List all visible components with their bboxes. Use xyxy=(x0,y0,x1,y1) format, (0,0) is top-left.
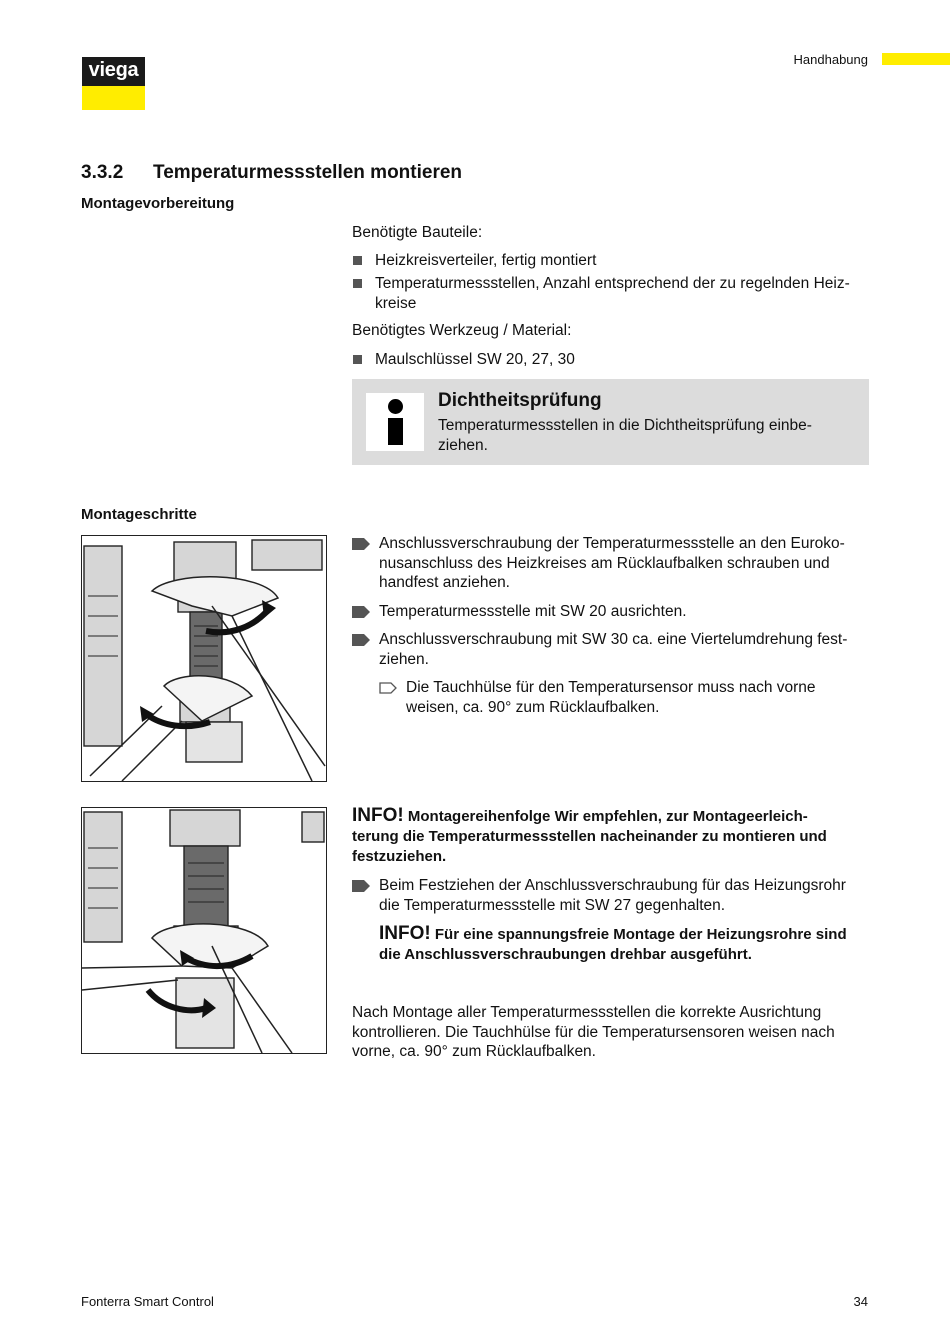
info-keyword: INFO! xyxy=(352,805,404,826)
bullet-square-icon xyxy=(353,355,362,364)
info-keyword: INFO! xyxy=(379,923,431,944)
steps-list xyxy=(352,534,869,669)
section-title xyxy=(81,162,462,184)
bullet-square-icon xyxy=(353,279,362,288)
info-icon xyxy=(366,393,424,451)
page-number: 34 xyxy=(853,1294,868,1309)
info-note-1 xyxy=(352,806,842,867)
running-head-bar xyxy=(882,53,950,65)
wrench-illustration-1 xyxy=(82,536,326,781)
info-note-2 xyxy=(379,924,849,965)
list-item: Temperaturmessstellen, Anzahl entsprechend der zu regelnden Heiz-kreise xyxy=(352,274,869,313)
list-item: Maulschlüssel SW 20, 27, 30 xyxy=(352,350,869,370)
step-arrow-icon xyxy=(352,880,370,892)
step-arrow-icon xyxy=(352,634,370,646)
list-item: Beim Festziehen der Anschlussverschraubung für das Heizungsrohr die Temperaturmessstelle mit SW 27 gegenhalten. xyxy=(352,876,869,915)
list-item: Anschlussverschraubung der Temperaturmessstelle an den Euroko-nusanschluss des Heizkreises am Rücklaufbalken schrauben und handfest anziehen. xyxy=(352,534,869,593)
info-note-text: Montagereihenfolge Wir empfehlen, zur Montageerleich-terung die Temperaturmessstellen nacheinander zu montieren und festzuziehen. xyxy=(352,808,827,865)
step-result: Die Tauchhülse für den Temperatursensor muss nach vorne weisen, ca. 90° zum Rücklaufbalken. xyxy=(352,678,869,717)
step-arrow-icon xyxy=(352,538,370,550)
prep-column xyxy=(352,223,869,373)
steps-heading: Montageschritte xyxy=(81,506,197,523)
bullet-square-icon xyxy=(353,256,362,265)
parts-label: Benötigte Bauteile: xyxy=(352,224,483,241)
counterhold-step xyxy=(352,876,869,915)
prep-heading: Montagevorbereitung xyxy=(81,195,235,212)
wrench-illustration-2 xyxy=(82,808,326,1053)
step-arrow-icon xyxy=(352,606,370,618)
figure-counterhold xyxy=(81,807,327,1054)
figure-wrench-mounting xyxy=(81,535,327,782)
list-item: Heizkreisverteiler, fertig montiert xyxy=(352,251,869,271)
parts-list xyxy=(352,251,869,314)
tools-label: Benötigtes Werkzeug / Material: xyxy=(352,322,572,339)
result-arrow-outline-icon xyxy=(379,682,397,694)
info-note-text: Für eine spannungsfreie Montage der Heizungsrohre sind die Anschlussverschraubungen drehbar ausgeführt. xyxy=(379,926,847,963)
list-item: Anschlussverschraubung mit SW 30 ca. eine Viertelumdrehung fest-ziehen. xyxy=(352,630,869,669)
viega-logo xyxy=(82,57,145,110)
info-box-title: Dichtheitsprüfung xyxy=(438,390,602,411)
steps-column xyxy=(352,534,869,717)
closing-paragraph: Nach Montage aller Temperaturmessstellen die korrekte Ausrichtung kontrollieren. Die Tauchhülse für die Temperatursensoren weisen nach vorne, ca. 90° zum Rücklaufbalken. xyxy=(352,1004,835,1060)
footer-product: Fonterra Smart Control xyxy=(81,1294,214,1309)
logo-text: viega xyxy=(88,59,139,81)
logo-yellow-field xyxy=(82,86,145,110)
running-head: Handhabung xyxy=(793,52,868,67)
info-block xyxy=(352,806,869,965)
section-number: 3.3.2 xyxy=(81,162,124,183)
info-box xyxy=(352,379,869,465)
tools-list xyxy=(352,350,869,370)
list-item: Temperaturmessstelle mit SW 20 ausrichten. xyxy=(352,602,869,622)
info-box-text: Temperaturmessstellen in die Dichtheitsprüfung einbe-ziehen. xyxy=(438,417,812,454)
section-title-text: Temperaturmessstellen montieren xyxy=(153,162,463,183)
